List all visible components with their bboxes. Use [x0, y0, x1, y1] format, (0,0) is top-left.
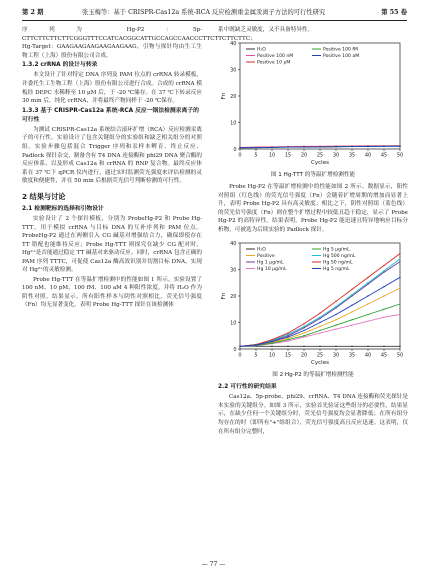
- data-point: [383, 286, 384, 287]
- data-point: [287, 338, 288, 339]
- data-point: [287, 346, 288, 347]
- data-point: [303, 326, 304, 327]
- data-point: [335, 301, 336, 302]
- data-point: [399, 146, 400, 147]
- data-point: [351, 346, 352, 347]
- x-tick-label: 20: [300, 352, 308, 359]
- data-point: [319, 346, 320, 347]
- data-point: [383, 270, 384, 271]
- running-title: 张玉梅等：基于 CRISPR-Cas12a 系统-RCA 反应检测重金属汞离子方法的可行性研究: [82, 9, 326, 16]
- data-point: [367, 314, 368, 315]
- data-point: [303, 337, 304, 338]
- x-tick-label: 40: [364, 152, 372, 159]
- data-point: [399, 253, 400, 254]
- legend-label: Hg 5 μg/mL: [323, 247, 350, 253]
- data-point: [399, 303, 400, 304]
- data-point: [287, 335, 288, 336]
- data-point: [303, 147, 304, 148]
- x-axis-label: Cycles: [311, 160, 329, 167]
- data-point: [319, 318, 320, 319]
- y-tick-label: 0: [233, 146, 237, 153]
- data-point: [335, 319, 336, 320]
- x-tick-label: 50: [396, 152, 404, 159]
- data-point: [239, 147, 240, 148]
- page-number: — 77 —: [201, 561, 226, 568]
- volume-number: 第 55 卷: [381, 9, 407, 16]
- x-tick-label: 5: [254, 152, 258, 159]
- data-point: [287, 339, 288, 340]
- x-tick-label: 10: [268, 352, 276, 359]
- legend-label: Hg 5 ng/mL: [323, 267, 350, 273]
- data-point: [383, 309, 384, 310]
- running-header: [22, 7, 407, 19]
- data-point: [271, 339, 272, 340]
- legend-label: Hg 1 μg/mL: [257, 260, 284, 266]
- data-point: [303, 335, 304, 336]
- data-point: [287, 341, 288, 342]
- x-tick-label: 40: [364, 352, 372, 359]
- legend-label: Hg 50 ng/mL: [323, 260, 353, 266]
- section-2-2-heading: 2.2 可行性的研究结果: [218, 384, 277, 391]
- legend-label: H₂O: [257, 47, 266, 53]
- x-tick-label: 20: [300, 152, 308, 159]
- data-point: [351, 294, 352, 295]
- data-point: [271, 341, 272, 342]
- data-point: [335, 314, 336, 315]
- feasibility-method-paragraph: 为测试 CRISPR-Cas12a 系统结合滚环扩增（RCA）反应检测汞离子的可行性，实验设计了包含关键组分的实验组和缺乏相关组分的对照组。实验步骤包括混合 Trigger 序列和汞样本孵育、终止反应、Padlock 探针杂交、制备含有 T4 DNA 连接酶和 phi29 DNA 聚合酶的反应体系、以及形成 Cas12a 和 crRNA 的 RNP 复合物。最终反应体系在 37 ℃下 qPCR 仪内进行，通过实时监测荧光强度来评估检测的灵敏度和便捷性，并在 50 min 后根据荧光信号判断检测的可行性。: [22, 126, 202, 185]
- data-point: [319, 313, 320, 314]
- data-point: [367, 295, 368, 296]
- data-point: [399, 277, 400, 278]
- legend-label: Positive 100 aM: [323, 54, 360, 60]
- x-tick-label: 35: [348, 352, 356, 359]
- data-point: [287, 337, 288, 338]
- data-point: [271, 343, 272, 344]
- data-point: [351, 319, 352, 320]
- x-tick-label: 25: [316, 352, 324, 359]
- y-tick-label: 10: [230, 120, 237, 127]
- probe-design-paragraph: 实验设计了 2 个探针模板，分别为 ProbeHg-P2 和 Probe Hg-TTT，用于模拟 crRNA 与目标 DNA 的互补序列和 PAM 位点。ProbeHg-P2 通过在两侧引入 CG 碱基对增强结合力，确保即使存在 TT 错配也能维持反应；Probe Hg-TTT 则探究在缺少 CG 配对时，Hg²⁺是否能通过稳定 TT 碱基对来驱动反应。同时，crRNA 包含正确的 PAM 序列 TTTC，可促使 Cas12a 酶高效识别并切割目标 DNA，实现对 Hg²⁺的灵敏检测。: [22, 215, 202, 274]
- data-point: [319, 317, 320, 318]
- legend-label: Positive 100 fM: [323, 47, 358, 53]
- data-point: [399, 288, 400, 289]
- y-tick-label: 20: [230, 93, 237, 100]
- data-point: [303, 330, 304, 331]
- x-tick-label: 0: [238, 352, 242, 359]
- data-point: [351, 305, 352, 306]
- data-point: [319, 333, 320, 334]
- data-point: [335, 146, 336, 147]
- legend-label: Positive 100 nM: [257, 54, 294, 60]
- y-tick-label: 40: [230, 40, 237, 47]
- x-tick-label: 30: [332, 352, 340, 359]
- figure-2-chart: [218, 235, 408, 369]
- section-1-3-3-heading: 1.3.3 基于 CRISPR-Cas12a 系统-RCA 反应一锅法检测汞离子的可行性: [22, 107, 199, 123]
- data-point: [351, 325, 352, 326]
- right-top-paragraph: 系中既缺乏灵敏度，又不具备特异性。: [218, 27, 314, 33]
- data-point: [303, 327, 304, 328]
- data-point: [399, 258, 400, 259]
- data-point: [383, 346, 384, 347]
- data-point: [383, 265, 384, 266]
- x-axis-label: Cycles: [311, 360, 329, 367]
- data-point: [383, 146, 384, 147]
- data-point: [335, 306, 336, 307]
- data-point: [351, 146, 352, 147]
- data-point: [287, 147, 288, 148]
- data-point: [367, 277, 368, 278]
- data-point: [303, 323, 304, 324]
- data-point: [287, 333, 288, 334]
- data-point: [319, 326, 320, 327]
- data-point: [399, 261, 400, 262]
- data-point: [271, 346, 272, 347]
- data-point: [319, 146, 320, 147]
- data-point: [239, 346, 240, 347]
- probe-ttt-results-paragraph: Probe Hg-TTT 在等温扩增检测中的性能如图 1 所示。实验设置了 100 nM、10 pM、100 fM、100 aM 4 种阳性浓度，并将 H₂O 作为阴性对照。结果显示，所有阳性样本与阴性对照相比，荧光信号强度（Fn）均无显著变化，表明 Probe Hg-TTT 探针在该检测体: [22, 276, 202, 309]
- data-point: [367, 321, 368, 322]
- data-point: [367, 146, 368, 147]
- data-point: [367, 303, 368, 304]
- legend-label: Positive: [257, 254, 275, 260]
- data-point: [367, 346, 368, 347]
- x-tick-label: 15: [284, 352, 292, 359]
- issue-number: 第 2 期: [22, 9, 44, 16]
- figure-2: [218, 235, 408, 380]
- section-2-1-heading: 2.1 检测靶标的选择和引物设计: [22, 205, 104, 212]
- x-tick-label: 10: [268, 152, 276, 159]
- y-axis-label: Fn: [221, 92, 227, 100]
- y-tick-label: 40: [230, 240, 237, 247]
- y-tick-label: 0: [233, 346, 237, 353]
- x-tick-label: 30: [332, 152, 340, 159]
- data-point: [351, 289, 352, 290]
- data-point: [255, 147, 256, 148]
- data-point: [383, 317, 384, 318]
- data-point: [319, 330, 320, 331]
- figure-1-caption: 图 1 Hg-TTT 的等温扩增检测性能: [270, 172, 356, 179]
- data-point: [271, 147, 272, 148]
- data-point: [319, 322, 320, 323]
- data-point: [335, 346, 336, 347]
- figure-1: [218, 35, 408, 180]
- data-point: [399, 314, 400, 315]
- x-tick-label: 35: [348, 152, 356, 159]
- feasibility-results-paragraph: Cas12a、5p-probe、phi29、crRNA、T4 DNA 连接酶和荧光探针是本实验的关键组分。如图 3 所示，实验首先验证这些组分的必要性，结果显示，在缺少任何一个关键组分时，荧光信号强度均会显著降低；在所有组分均存在的时（即所有"+"组组合），荧光信号强度高且反应迅速。这表明，仅在所有组分完整时，: [218, 394, 408, 435]
- x-tick-label: 45: [380, 352, 388, 359]
- x-tick-label: 15: [284, 152, 292, 159]
- data-point: [383, 295, 384, 296]
- crrna-design-paragraph: 本文设计了针对特定 DNA 序列及 PAM 位点的 crRNA 转录模板，并委托生工生物工程（上海）股份有限公司进行合成。合成的 crRNA 模板经 DEPC 水稀释至 10 μM 后，于 -20 ℃储存。在 37 ℃下转录反应 30 min 后，纯化 crRNA，并将最终产物同样于 -20 ℃保存。: [22, 72, 202, 105]
- legend-label: H₂O: [257, 247, 266, 253]
- header-rule: [22, 20, 407, 21]
- data-point: [287, 334, 288, 335]
- x-tick-label: 25: [316, 152, 324, 159]
- y-tick-label: 20: [230, 293, 237, 300]
- data-point: [335, 325, 336, 326]
- data-point: [303, 333, 304, 334]
- legend-label: Positive 10 pM: [257, 60, 291, 66]
- data-point: [399, 346, 400, 347]
- figure-1-chart: [218, 35, 408, 169]
- figure-2-caption: 图 2 Hg-P2 的等温扩增检测性能: [272, 372, 354, 379]
- section-1-3-2-heading: 1.3.2 crRNA 的设计与转录: [22, 62, 98, 69]
- data-point: [351, 311, 352, 312]
- right-column: [218, 26, 408, 437]
- section-2-heading: 2 结果与讨论: [22, 191, 66, 201]
- probe-p2-results-paragraph: Probe Hg-P2 在等温扩增检测中的性能如图 2 所示。数据显示，阳性对照组（红色线）的荧光信号强度（Fn）会随着扩增周期的增加而显著上升，表明 Probe Hg-P2 具有高灵敏度；相比之下，阴性对照组（蓝色线）的荧光信号强度（Fn）则在整个扩增过程中较低且趋于稳定，显示了 Probe Hg-P2 的高特异性。结果表明，Probe Hg-P2 能迅速且特异地响应目标分析物，可被选为后续实验的 Padlock 探针。: [218, 184, 408, 234]
- y-tick-label: 30: [230, 67, 237, 74]
- x-tick-label: 45: [380, 152, 388, 159]
- x-tick-label: 50: [396, 352, 404, 359]
- y-tick-label: 10: [230, 320, 237, 327]
- x-tick-label: 0: [238, 152, 242, 159]
- y-tick-label: 30: [230, 267, 237, 274]
- y-axis-label: Fn: [221, 292, 227, 300]
- data-point: [255, 344, 256, 345]
- legend-label: Hg 10 μg/mL: [257, 267, 287, 273]
- legend-label: Hg 500 ng/mL: [323, 254, 356, 260]
- x-tick-label: 5: [254, 352, 258, 359]
- data-point: [367, 282, 368, 283]
- probe-sequence-paragraph: 序列为 Hg-P2：5p-CTTCTTCTTCTTCGGGTTTCCATCACGGCATTGCCAGCCAACCCTTCTTCTTCTTC；Hg-Target：GAAGAAGAAGAAGAAGAAG。引物与探针均由生工生物工程（上海）股份有限公司合成。: [22, 27, 256, 59]
- data-point: [303, 346, 304, 347]
- data-point: [335, 329, 336, 330]
